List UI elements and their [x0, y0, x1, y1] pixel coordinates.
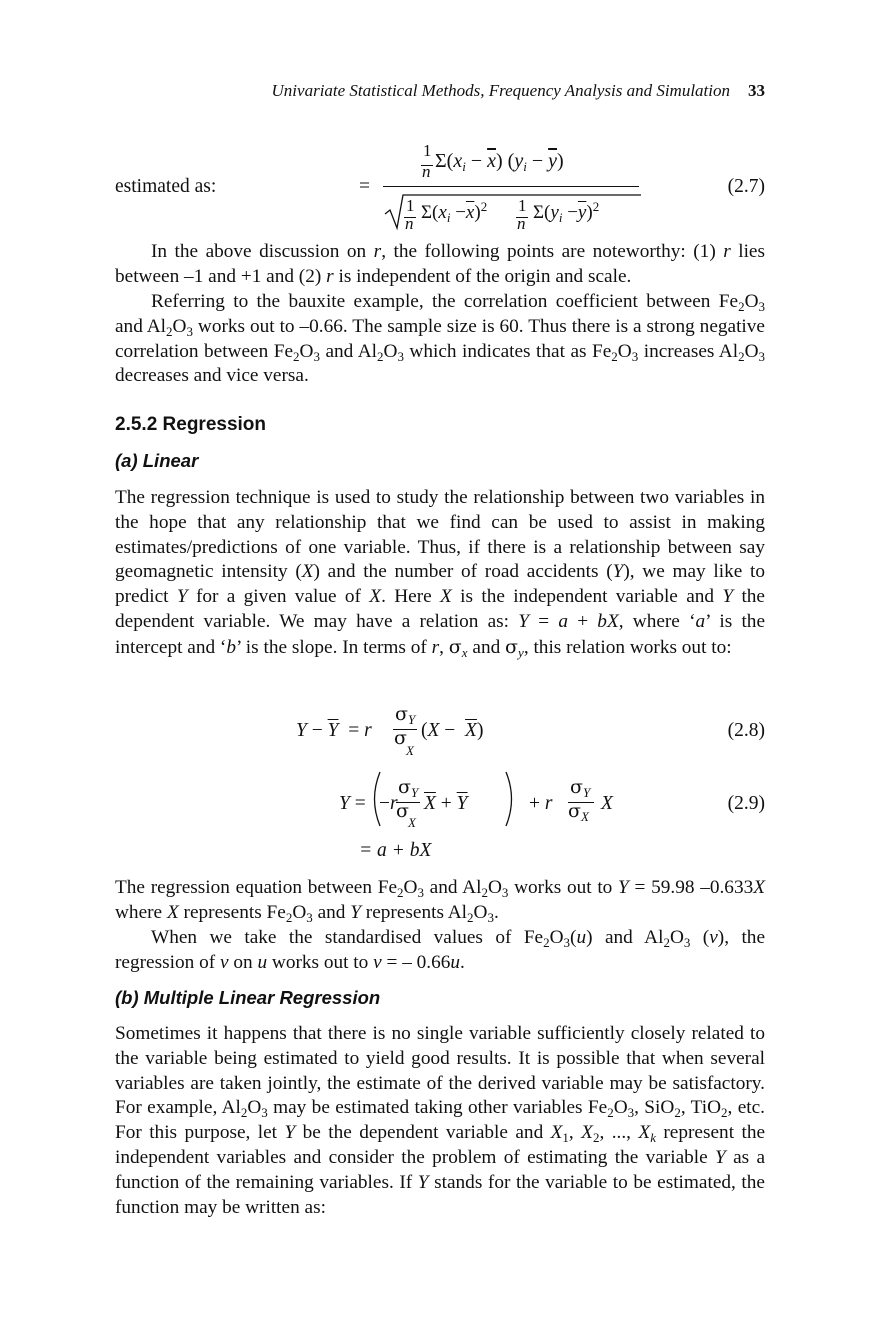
main-fraction-bar: [383, 186, 639, 187]
sigma-y-num-2-9b: $\sigma_Y$: [570, 776, 591, 800]
eq-2-9-lhs: Y =: [339, 793, 366, 814]
subsection-heading-multiple: (b) Multiple Linear Regression: [115, 987, 381, 1008]
sigma-y-num-2-9: $\sigma_Y$: [398, 776, 419, 800]
sigma-x-subscript: X: [406, 743, 414, 758]
numerator-expression: $\Sigma(x_i - \overline{x}) (y_i - \overline{y})$: [435, 150, 564, 174]
paragraph-r-properties: In the above discussion on r, the following points are noteworthy: (1) r lies between –1 and +1 and (2) r is independent of the origin and scale.: [115, 241, 765, 287]
equation-number: (2.9): [727, 793, 765, 814]
running-title: Univariate Statistical Methods, Frequency Analysis and Simulation: [271, 81, 730, 100]
equation-lead-text: estimated as:: [115, 176, 217, 197]
subsection-heading-linear: (a) Linear: [115, 450, 199, 471]
denominator-sum-x: $\Sigma(x_i -\overline{x})^2$: [421, 199, 488, 225]
equation-number: (2.8): [727, 720, 765, 741]
denominator-n-b: n: [517, 214, 526, 233]
eq-2-9-x: X: [601, 793, 613, 814]
denominator-n-a: n: [405, 214, 414, 233]
page-number: 33: [748, 81, 765, 100]
paragraph-regression-intro: The regression technique is used to study the relationship between two variables in the hope that any relationship that we find can be used to assist in making estimates/predictions of one variable. Thus, if there is a relationship between say geomagnetic intensity (X) and the number of road accidents (Y), we may like to predict Y for a given value of X. Here X is the independent variable and Y the dependent variable. We may have a relation as: Y = a + bX, where ‘a’ is the intercept and ‘b’ is the slope. In terms of r, $\sigma_x$ and $\sigma_y$, this relation works out to:: [115, 487, 766, 660]
sigma-x-den-2-9: σ: [396, 800, 409, 822]
right-paren: [503, 770, 519, 828]
section-heading: 2.5.2 Regression: [115, 414, 267, 435]
eq-2-9-second-line: = a + bX: [359, 840, 432, 861]
paragraph-multiple-regression: Sometimes it happens that there is no single variable sufficiently closely related to the variable being estimated to yield good results. It is possible that when several variables are taken jointly, the estimate of the derived variable may be satisfactory. For example, $Al_2O_3$ may be estimated taking other variables $Fe_2O_3$, SiO$_2$, TiO$_2$, etc. For this purpose, let Y be the dependent variable and $X_1$, $X_2$, ..., $X_k$ represent the independent variables and consider the problem of estimating the variable Y as a function of the remaining variables. If Y stands for the variable to be estimated, the function may be written as:: [115, 1023, 766, 1218]
equation-number: (2.7): [727, 176, 765, 197]
numerator-one: 1: [423, 141, 432, 160]
paragraph-standardised: When we take the standardised values of $Fe_2O_3(u)$ and $Al_2O_3$ (v), the regression of v on u works out to v = – 0.66u.: [115, 927, 765, 973]
running-header: [115, 81, 765, 101]
sigma-x-den-2-9b: $\sigma_X$: [568, 800, 589, 824]
paragraph-regression-equation: The regression equation between $Fe_2O_3$ and $Al_2O_3$ works out to Y = 59.98 –0.633X where X represents $Fe_2O_3$ and Y represents $Al_2O_3$.: [115, 877, 766, 925]
eq-2-8-lhs: $Y - \overline{Y} = r$: [296, 720, 372, 741]
numerator-n: n: [422, 162, 431, 181]
paragraph-bauxite-correlation: Referring to the bauxite example, the correlation coefficient between $Fe_2O_3$ and $Al_2O_3$ works out to –0.66. The sample size is 60. Thus there is a strong negative correlation between $Fe_2O_3$ and $Al_2O_3$ which indicates that as $Fe_2O_3$ increases $Al_2O_3$ decreases and vice versa.: [115, 291, 766, 387]
minus-r: −r: [379, 793, 398, 814]
plus-r: + r: [529, 793, 553, 814]
denominator-sum-y: $\Sigma(y_i -\overline{y})^2$: [533, 199, 600, 225]
eq-2-8-rhs: $(X - \overline{X})$: [421, 720, 484, 741]
denominator-one-b: 1: [518, 196, 527, 215]
eq-2-9-inner: $\overline{X} + \overline{Y}$: [424, 793, 468, 814]
sigma-x-denominator: σ: [394, 727, 407, 749]
equals-sign: =: [359, 176, 370, 197]
sigma-y-numerator: $\sigma_Y$: [395, 703, 416, 727]
denominator-one-a: 1: [406, 196, 415, 215]
sigma-x-sub-2-9: X: [408, 815, 416, 830]
